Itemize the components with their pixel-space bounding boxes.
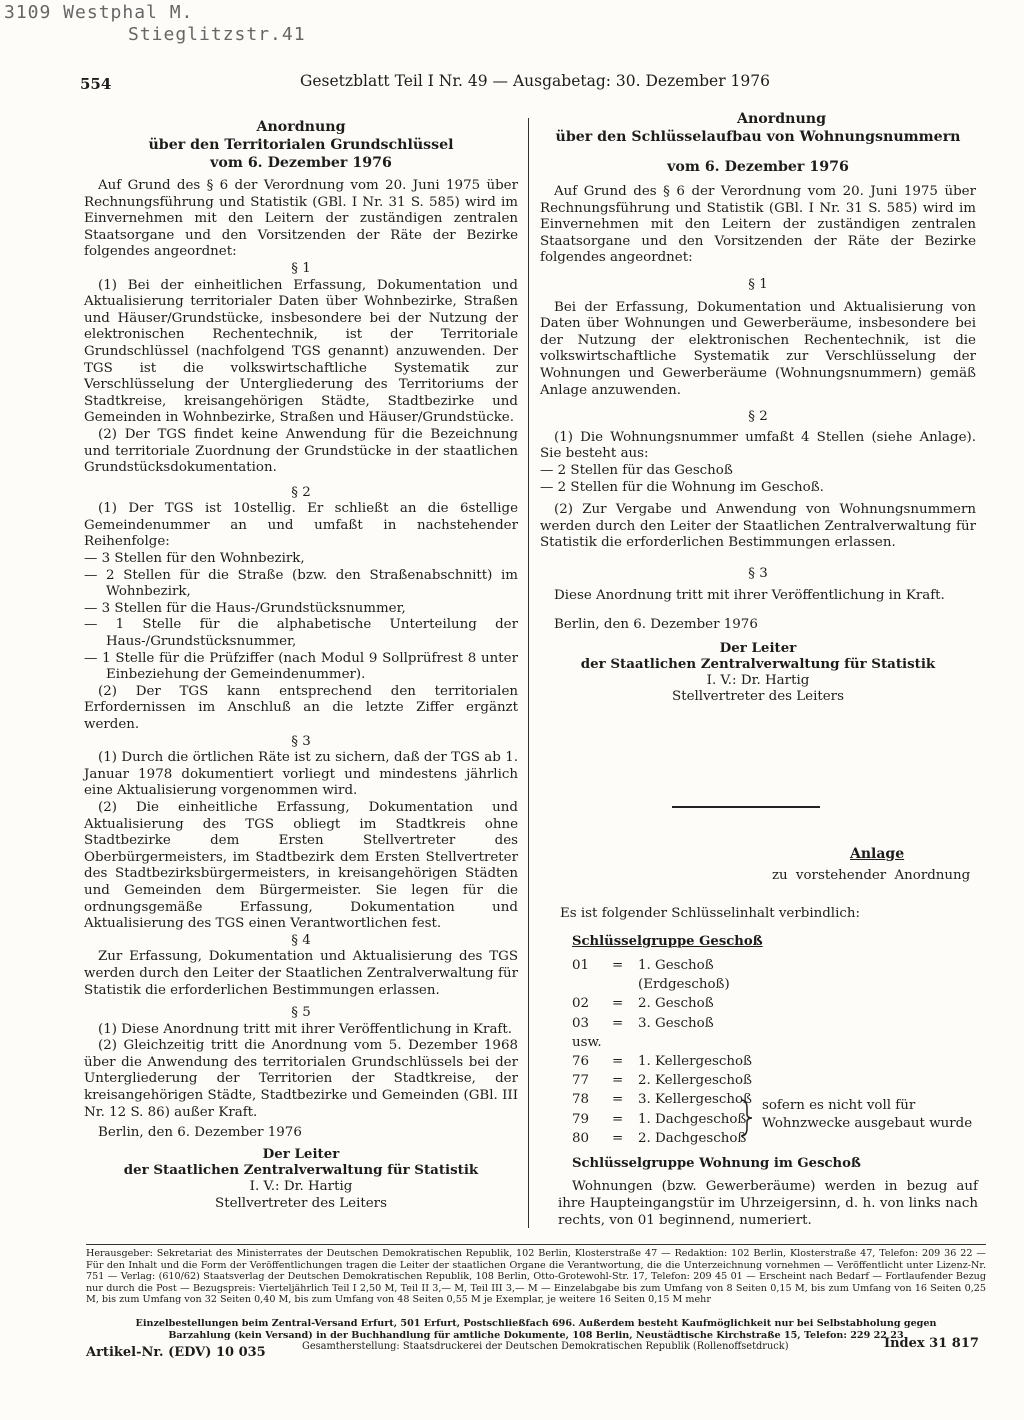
left-s2-item: — 1 Stelle für die alphabetische Unterteilung der Haus-/Grundstücksnummer, <box>84 617 518 650</box>
footer-imprint: Herausgeber: Sekretariat des Ministerrates der Deutschen Demokratischen Republik, 102 Berlin, Klosterstraße 47 — Redaktion: 102 Berlin, Klosterstraße 47, Telefon: 209 36 22 — Für den Inhalt und die Form der Veröffentlichungen tragen die Leiter der staatlichen Organe die Verantwortung, die die Unterzeichnung vornehmen — Veröffentlicht unter Lizenz-Nr. 751 — Verlag: (610/62) Staatsverlag der Deutschen Demokratischen Republik, 108 Berlin, Otto-Grotewohl-Str. 17, Telefon: 209 45 01 — Erscheint nach Bedarf — Fortlaufender Bezug nur durch die Post — Bezugspreis: Vierteljährlich Teil I 2,50 M, Teil II 3,— M, Teil III 3,— M — Einzelabgabe bis zum Umfang von 8 Seiten 0,15 M, bis zum Umfang von 16 Seiten 0,25 M, bis zum Umfang von 32 Seiten 0,40 M, bis zum Umfang von 48 Seiten 0,55 M je Exemplar, je weitere 16 Seiten 0,15 M mehr <box>86 1248 986 1306</box>
geschoss-label: 1. Kellergeschoß <box>638 1054 752 1070</box>
geschoss-equals: = <box>612 958 624 973</box>
geschoss-code: 76 <box>572 1054 590 1070</box>
left-s2-item: — 3 Stellen für den Wohnbezirk, <box>84 551 305 567</box>
right-s2-p2: (2) Zur Vergabe und Anwendung von Wohnungsnummern werden durch den Leiter der Staatlichen Zentralverwaltung für Statistik die erforderlichen Bestimmungen erlassen. <box>540 502 976 551</box>
geschoss-label: 2. Kellergeschoß <box>638 1073 752 1089</box>
geschoss-row <box>572 1014 808 1033</box>
right-s2-item: — 2 Stellen für das Geschoß <box>540 462 733 478</box>
geschoss-row <box>572 956 808 994</box>
column-divider <box>528 118 529 1228</box>
left-heading-1: Anordnung <box>256 119 346 135</box>
left-section-2: § 2 <box>291 484 311 500</box>
geschoss-label: 1. Dachgeschoß <box>638 1111 747 1127</box>
left-section-4: § 4 <box>291 932 311 948</box>
footer-orders: Einzelbestellungen beim Zentral-Versand Erfurt, 501 Erfurt, Postschließfach 696. Außerdem besteht Kaufmöglichkeit nur bei Selbstabholung gegen Barzahlung (kein Versand) in der Buchhandlung für amtliche Dokumente, 108 Berlin, Neustädtische Kirchstraße 15, Telefon: 229 22 23 <box>135 1318 937 1341</box>
left-s1-p1: (1) Bei der einheitlichen Erfassung, Dokumentation und Aktualisierung territorialer Daten über Wohnbezirke, Straßen und Häuser/Grundstücke, insbesondere bei der Nutzung der elektronischen Rechentechnik, ist der Territoriale Grundschlüssel (nachfolgend TGS genannt) anzuwenden. Der TGS ist die volkswirtschaftliche Systematik zur Verschlüsselung der Untergliederung des Territoriums der Stadtkreise, kreisangehörigen Städte, Stadtbezirke und Gemeinden in Wohnbezirke, Straßen und Häuser/Grundstücke. <box>84 277 518 426</box>
right-s2-item: — 2 Stellen für die Wohnung im Geschoß. <box>540 479 824 495</box>
left-signature-office: der Staatlichen Zentralverwaltung für Statistik <box>123 1162 479 1179</box>
left-s4-p1: Zur Erfassung, Dokumentation und Aktualisierung des TGS werden durch den Leiter der Staatlichen Zentralverwaltung für Statistik die erforderlichen Bestimmungen erlassen. <box>84 949 518 998</box>
left-s2-item: — 3 Stellen für die Haus-/Grundstücksnummer, <box>84 600 406 616</box>
right-s3-p1: Diese Anordnung tritt mit ihrer Veröffentlichung in Kraft. <box>554 588 945 604</box>
geschoss-equals <box>612 1033 638 1052</box>
geschoss-label: 2. Geschoß <box>638 996 714 1012</box>
geschoss-equals: = <box>612 1015 624 1031</box>
left-s2-p2: (2) Der TGS kann entsprechend den territorialen Erfordernissen im Anschluß an die letzte Ziffer ergänzt werden. <box>84 683 518 732</box>
right-place-date: Berlin, den 6. Dezember 1976 <box>554 617 758 633</box>
address-stamp-line1: 3109 Westphal M. <box>4 2 194 23</box>
article-number: Artikel-Nr. (EDV) 10 035 <box>86 1345 266 1360</box>
anlage-subtitle: zu vorstehender Anordnung <box>772 868 971 883</box>
geschoss-code: 02 <box>572 996 590 1012</box>
geschoss-label: 1. Geschoß (Erdgeschoß) <box>638 958 730 993</box>
left-s1-p2: (2) Der TGS findet keine Anwendung für die Bezeichnung und territoriale Zuordnung der Grundstücke in der staatlichen Grundstücksdokumentation. <box>84 426 518 476</box>
page-header-title: Gesetzblatt Teil I Nr. 49 — Ausgabetag: 30. Dezember 1976 <box>300 72 771 90</box>
page-number: 554 <box>80 75 112 93</box>
address-stamp-line2: Stieglitzstr.41 <box>128 24 306 45</box>
geschoss-code: 79 <box>572 1111 590 1127</box>
right-section-2: § 2 <box>748 409 768 425</box>
anlage-intro: Es ist folgender Schlüsselinhalt verbindlich: <box>560 906 861 921</box>
dach-note-line1: sofern es nicht voll für <box>762 1098 916 1113</box>
right-heading-3: vom 6. Dezember 1976 <box>667 159 849 175</box>
left-section-3: § 3 <box>291 733 311 749</box>
right-signature-title: Der Leiter <box>719 639 797 656</box>
right-signature-role: Stellvertreter des Leiters <box>672 689 844 705</box>
group-text-wohnung: Wohnungen (bzw. Gewerberäume) werden in bezug auf ihre Haupteingangstür im Uhrzeigersinn, d. h. von links nach rechts, von 01 beginnend, numeriert. <box>558 1179 978 1228</box>
left-s2-p1: (1) Der TGS ist 10stellig. Er schließt an die 6stellige Gemeindenummer an und umfaßt in nachstehender Reihenfolge: <box>84 501 518 550</box>
geschoss-code: 03 <box>572 1015 590 1031</box>
dach-note-line2: Wohnzwecke ausgebaut wurde <box>762 1116 973 1131</box>
geschoss-code: 01 <box>572 958 590 973</box>
geschoss-equals: = <box>612 1130 624 1146</box>
geschoss-code: 78 <box>572 1092 590 1108</box>
geschoss-equals: = <box>612 1054 624 1070</box>
geschoss-row <box>572 994 808 1013</box>
geschoss-row <box>572 1071 808 1090</box>
geschoss-equals: = <box>612 1092 624 1108</box>
left-s3-p2: (2) Die einheitliche Erfassung, Dokumentation und Aktualisierung des TGS obliegt im Stadtkreis ohne Stadtbezirke dem Ersten Stellvertreter des Oberbürgermeisters, im Stadtbezirk dem Ersten Stellvertreter des Stadtbezirksbürgermeisters, in kreisangehörigen Städten und Gemeinden dem Bürgermeister. Sie legen für die ordnungsgemäße Erfassung, Dokumentation und Aktualisierung des TGS einen Verantwortlichen fest. <box>84 799 518 932</box>
separator-rule <box>672 806 820 808</box>
geschoss-row <box>572 1033 808 1052</box>
left-s2-item: — 1 Stelle für die Prüfziffer (nach Modul 9 Sollprüfrest 8 unter Einbeziehung der Gemeindenummer). <box>84 650 518 683</box>
left-place-date: Berlin, den 6. Dezember 1976 <box>98 1125 302 1141</box>
right-s1-p1: Bei der Erfassung, Dokumentation und Aktualisierung von Daten über Wohnungen und Gewerberäume, insbesondere bei der Nutzung der elektronischen Rechentechnik, ist die volkswirtschaftliche Systematik zur Verschlüsselung der Wohnungen und Gewerberäume (Wohnungsnummern) gemäß Anlage anzuwenden. <box>540 299 976 398</box>
right-s2-p1: (1) Die Wohnungsnummer umfaßt 4 Stellen (siehe Anlage). Sie besteht aus: <box>540 429 976 462</box>
group-title-wohnung: Schlüsselgruppe Wohnung im Geschoß <box>572 1156 861 1171</box>
left-intro: Auf Grund des § 6 der Verordnung vom 20. Juni 1975 über Rechnungsführung und Statistik (GBl. I Nr. 31 S. 585) wird im Einvernehmen mit den Leitern der zuständigen zentralen Staatsorgane und den Vorsitzenden der Räte der Bezirke folgendes angeordnet: <box>84 178 518 260</box>
right-section-3: § 3 <box>748 565 768 581</box>
right-column <box>540 110 976 706</box>
left-signature-name: I. V.: Dr. Hartig <box>249 1179 353 1195</box>
geschoss-label: 2. Dachgeschoß <box>638 1130 747 1146</box>
geschoss-label <box>638 1033 808 1052</box>
geschoss-equals: = <box>612 1073 624 1089</box>
left-heading-2: über den Territorialen Grundschlüssel <box>148 137 454 153</box>
geschoss-label: 3. Geschoß <box>638 1015 714 1031</box>
anlage-title: Anlage <box>850 846 905 862</box>
right-signature-name: I. V.: Dr. Hartig <box>706 672 810 688</box>
left-signature-title: Der Leiter <box>262 1145 340 1162</box>
right-intro: Auf Grund des § 6 der Verordnung vom 20. Juni 1975 über Rechnungsführung und Statistik (GBl. I Nr. 31 S. 585) wird im Einvernehmen mit den Leitern der zuständigen zentralen Staatsorgane und den Vorsitzenden der Räte der Bezirke folgendes angeordnet: <box>540 184 976 266</box>
geschoss-code: 80 <box>572 1130 590 1146</box>
left-column <box>84 118 518 1212</box>
left-heading-3: vom 6. Dezember 1976 <box>210 155 392 171</box>
index-number: Index 31 817 <box>884 1336 979 1351</box>
geschoss-code: 77 <box>572 1073 590 1089</box>
brace-icon <box>738 1098 754 1138</box>
right-section-1: § 1 <box>748 276 768 292</box>
footer-rule <box>86 1244 986 1245</box>
left-s5-p1: (1) Diese Anordnung tritt mit ihrer Veröffentlichung in Kraft. <box>98 1021 513 1037</box>
geschoss-row <box>572 1052 808 1071</box>
geschoss-row <box>572 1129 808 1148</box>
geschoss-code: usw. <box>572 1034 602 1050</box>
left-signature-role: Stellvertreter des Leiters <box>215 1195 387 1211</box>
left-section-5: § 5 <box>291 1005 311 1021</box>
geschoss-equals: = <box>612 996 624 1012</box>
right-signature-office: der Staatlichen Zentralverwaltung für Statistik <box>580 656 936 673</box>
left-s5-p2: (2) Gleichzeitig tritt die Anordnung vom 5. Dezember 1968 über die Anwendung des territorialen Grundschlüssels bei der Untergliederung der Territorien der Stadtkreise, der kreisangehörigen Städte, Stadtbezirke und Gemeinden (GBl. III Nr. 12 S. 86) außer Kraft. <box>84 1038 518 1120</box>
left-s3-p1: (1) Durch die örtlichen Räte ist zu sichern, daß der TGS ab 1. Januar 1978 dokumentiert vorliegt und mindestens jährlich eine Aktualisierung vorgenommen wird. <box>84 750 518 799</box>
geschoss-label: 3. Kellergeschoß <box>638 1092 752 1108</box>
left-s2-item: — 2 Stellen für die Straße (bzw. den Straßenabschnitt) im Wohnbezirk, <box>84 567 518 600</box>
left-section-1: § 1 <box>291 260 311 276</box>
geschoss-equals: = <box>612 1111 624 1127</box>
footer-printer: Gesamtherstellung: Staatsdruckerei der Deutschen Demokratischen Republik (Rollenoffsetdruck) <box>302 1341 789 1352</box>
right-heading-1: Anordnung <box>736 111 826 127</box>
group-title-geschoss: Schlüsselgruppe Geschoß <box>572 934 763 949</box>
right-heading-2: über den Schlüsselaufbau von Wohnungsnummern <box>555 129 961 145</box>
